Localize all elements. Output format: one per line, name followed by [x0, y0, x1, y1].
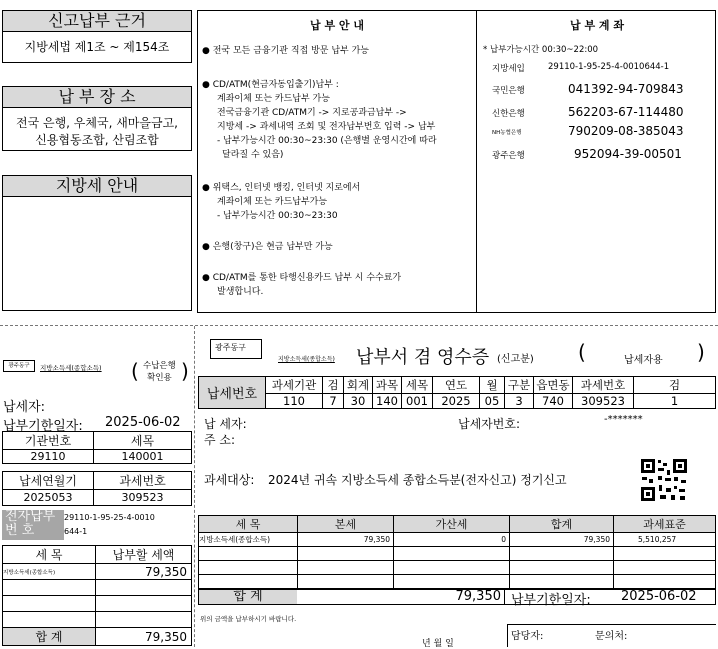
stub-h-agency: 기관번호: [3, 432, 94, 450]
detail-empty-cell: [510, 561, 614, 575]
receipt-v-month: 05: [480, 394, 505, 409]
stub-empty-cell: [96, 596, 192, 612]
contact-person: 담당자:: [511, 631, 544, 642]
guide-item-3: 계좌이체 또는 카드납부 가능: [217, 94, 330, 104]
receipt-report-type: (신고분): [497, 354, 534, 365]
account-bank-2: 국민은행: [492, 86, 525, 96]
receipt-subject-value: 2024년 귀속 지방소득세 종합소득분(전자신고) 정기신고: [268, 473, 567, 487]
accounts-heading: 납 부 계 좌: [570, 19, 624, 32]
stub-due-value: 2025-06-02: [105, 415, 181, 430]
detail-empty-cell: [510, 575, 614, 589]
receipt-date-fragment: 년 월 일: [422, 639, 454, 649]
account-number-5: 952094-39-00501: [574, 147, 682, 161]
stub-paren-open: (: [131, 359, 139, 383]
account-number-3: 562203-67-114480: [568, 105, 684, 119]
receipt-payer-no-value: -*******: [604, 414, 643, 425]
stub-h-taxno: 과세번호: [94, 472, 192, 490]
receipt-h-year: 연도: [433, 377, 480, 394]
detail-empty-cell: [298, 575, 394, 589]
receipt-h-district: 읍면동: [534, 377, 573, 394]
receipt-detail-table: [198, 515, 716, 589]
stub-h-amount: 납부할 세액: [96, 546, 192, 564]
receipt-v-check2: 1: [634, 394, 716, 409]
guide-item-7: 달라질 수 있음): [222, 150, 284, 160]
detail-empty-cell: [199, 575, 298, 589]
account-bank-3: 신한은행: [492, 109, 525, 119]
detail-empty-cell: [298, 561, 394, 575]
stub-paren-close: ): [181, 359, 189, 383]
receipt-office-stamp: 광주동구: [210, 339, 262, 359]
detail-row-taxbase: 5,510,257: [614, 533, 716, 547]
detail-row-total: 79,350: [510, 533, 614, 547]
guide-heading: 납 부 안 내: [310, 19, 364, 32]
stub-taxno: 309523: [94, 490, 192, 506]
receipt-h-account: 회계: [344, 377, 373, 394]
guide-item-6: - 납부가능시간 00:30~23:30 (은행별 운영시간에 따라: [217, 136, 437, 146]
receipt-h-subject: 과목: [373, 377, 402, 394]
receipt-due-label: 납부기한일자:: [511, 593, 591, 608]
guide-item-9: 계좌이체 또는 카드납부가능: [217, 197, 328, 207]
receipt-taxno-label: 납세번호: [199, 377, 266, 409]
stub-office-stamp: 광주동구: [3, 360, 35, 372]
receipt-v-item: 001: [402, 394, 433, 409]
stub-row-amount: 79,350: [96, 564, 192, 580]
detail-h-base: 본세: [298, 516, 394, 533]
stub-empty-cell: [96, 612, 192, 628]
detail-empty-cell: [510, 547, 614, 561]
detail-h-taxbase: 과세표준: [614, 516, 716, 533]
receipt-subject-label: 과세대상:: [204, 473, 255, 487]
accounts-hours: * 납부가능시간 00:30~22:00: [483, 45, 599, 55]
stub-period: 2025053: [3, 490, 94, 506]
stub-empty-cell: [96, 580, 192, 596]
stub-agency-no: 29110: [3, 450, 94, 464]
account-number-2: 041392-94-709843: [568, 82, 684, 96]
receipt-paren-close: ): [697, 340, 705, 364]
guide-item-4: 전국금융기관 CD/ATM기 -> 지로공과금납부 ->: [217, 108, 407, 118]
receipt-h-item: 세목: [402, 377, 433, 394]
contact-phone: 문의처:: [595, 631, 628, 642]
stub-h-period: 납세연월기: [3, 472, 94, 490]
receipt-address-label: 주 소:: [204, 433, 236, 447]
detail-h-item: 세 목: [199, 516, 298, 533]
stub-epay-label: [2, 510, 64, 540]
receipt-notice: 위의 금액을 납부하시기 바랍니다.: [200, 615, 297, 623]
receipt-h-check: 검: [323, 377, 344, 394]
receipt-v-agency: 110: [266, 394, 323, 409]
stub-amount-table: [2, 545, 192, 646]
guide-item-11: ● 은행(창구)은 현금 납부만 가능: [202, 242, 333, 252]
account-bank-5: 광주은행: [492, 151, 525, 161]
stub-due-label: 납부기한일자:: [3, 419, 83, 434]
detail-row-item: 지방소득세(종합소득): [199, 533, 298, 547]
detail-empty-cell: [394, 547, 510, 561]
stub-empty-cell: [3, 596, 96, 612]
stub-epay-label-1: 전자납부: [5, 509, 56, 524]
guide-item-12: ● CD/ATM를 통한 타행신용카드 납부 시 수수료가: [202, 273, 402, 283]
receipt-h-taxno: 과세번호: [573, 377, 634, 394]
stub-epay-number-2: 644-1: [64, 527, 88, 536]
detail-h-total: 합계: [510, 516, 614, 533]
receipt-total-value: 79,350: [455, 589, 501, 604]
basis-text: 지방세법 제1조 ~ 제154조: [2, 31, 192, 63]
contact-box: [507, 624, 716, 647]
guide-item-5: 지방세 -> 과세내역 조회 및 전자납부번호 입력 -> 납부: [217, 122, 436, 132]
stub-code-table: [2, 431, 192, 506]
receipt-total-label: 합 계: [199, 590, 297, 604]
stub-payer-label: 납세자:: [3, 400, 46, 415]
receipt-v-year: 2025: [433, 394, 480, 409]
receipt-title: 납부서 겸 영수증: [356, 347, 490, 368]
place-line-2: 신용협동조합, 산림조합: [35, 133, 159, 147]
account-number-4: 790209-08-385043: [568, 124, 684, 138]
stub-receipt-type-2: 확인용: [147, 373, 172, 383]
receipt-v-subject: 140: [373, 394, 402, 409]
stub-empty-cell: [3, 612, 96, 628]
detail-empty-cell: [199, 561, 298, 575]
receipt-paren-open: (: [578, 340, 586, 364]
total-divider: [504, 590, 505, 604]
stub-spacer: [3, 464, 192, 472]
receipt-v-account: 30: [344, 394, 373, 409]
detail-row-penalty: 0: [394, 533, 510, 547]
receipt-copy-label: 납세자용: [624, 355, 663, 366]
guide-box: [2, 196, 192, 311]
account-bank-1: 지방세입: [492, 64, 525, 74]
cut-line-horizontal: [0, 325, 718, 326]
stub-epay-number: [64, 511, 155, 539]
receipt-v-type: 3: [505, 394, 534, 409]
receipt-h-check2: 검: [634, 377, 716, 394]
detail-empty-cell: [614, 561, 716, 575]
stub-epay-number-1: 29110-1-95-25-4-0010: [64, 513, 155, 522]
guide-item-2: ● CD/ATM(현금자동입출기)납부 :: [202, 80, 339, 90]
guide-item-1: ● 전국 모든 금융기관 직접 방문 납부 가능: [202, 46, 369, 56]
receipt-h-agency: 과세기관: [266, 377, 323, 394]
detail-empty-cell: [394, 575, 510, 589]
stub-tax-name: 지방소득세(종합소득): [40, 364, 102, 372]
stub-item-no: 140001: [94, 450, 192, 464]
stub-h-item: 세목: [94, 432, 192, 450]
stub-receipt-type: [143, 360, 176, 384]
qr-code-icon: [640, 458, 688, 502]
guide-item-10: - 납부가능시간 00:30~23:30: [217, 211, 338, 221]
receipt-due-value: 2025-06-02: [621, 589, 697, 604]
detail-empty-cell: [614, 575, 716, 589]
receipt-total-row: [198, 589, 716, 608]
guide-divider: [476, 10, 477, 313]
receipt-taxno-table: [198, 376, 716, 409]
account-number-1: 29110-1-95-25-4-0010644-1: [548, 62, 670, 72]
detail-h-penalty: 가산세: [394, 516, 510, 533]
receipt-v-check: 7: [323, 394, 344, 409]
stub-row-item: 지방소득세(종합소득): [3, 564, 96, 580]
detail-empty-cell: [199, 547, 298, 561]
receipt-v-district: 740: [534, 394, 573, 409]
basis-title: 신고납부 근거: [2, 10, 192, 32]
detail-empty-cell: [614, 547, 716, 561]
place-title: 납 부 장 소: [2, 86, 192, 108]
guide-title: 지방세 안내: [2, 175, 192, 197]
place-box: [2, 107, 192, 151]
receipt-tax-name: 지방소득세(종합소득): [278, 356, 335, 363]
guide-item-8: ● 위택스, 인터넷 뱅킹, 인터넷 지로에서: [202, 183, 361, 193]
detail-empty-cell: [298, 547, 394, 561]
stub-total-amount: 79,350: [96, 628, 192, 646]
receipt-h-type: 구분: [505, 377, 534, 394]
detail-empty-cell: [394, 561, 510, 575]
receipt-payer-label: 납 세자:: [204, 417, 247, 431]
receipt-v-taxno: 309523: [573, 394, 634, 409]
stub-empty-cell: [3, 580, 96, 596]
guide-item-13: 발생합니다.: [217, 287, 264, 297]
stub-epay-label-2: 번 호: [5, 523, 35, 538]
stub-receipt-type-1: 수납은행: [143, 361, 176, 371]
detail-row-base: 79,350: [298, 533, 394, 547]
stub-h-taxitem: 세 목: [3, 546, 96, 564]
account-bank-4: NH농협은행: [492, 130, 522, 136]
place-line-1: 전국 은행, 우체국, 새마을금고,: [16, 116, 178, 130]
stub-total-label: 합 계: [3, 628, 96, 646]
cut-line-vertical: [194, 326, 195, 647]
receipt-payer-no-label: 납세자번호:: [458, 417, 521, 431]
receipt-h-month: 월: [480, 377, 505, 394]
